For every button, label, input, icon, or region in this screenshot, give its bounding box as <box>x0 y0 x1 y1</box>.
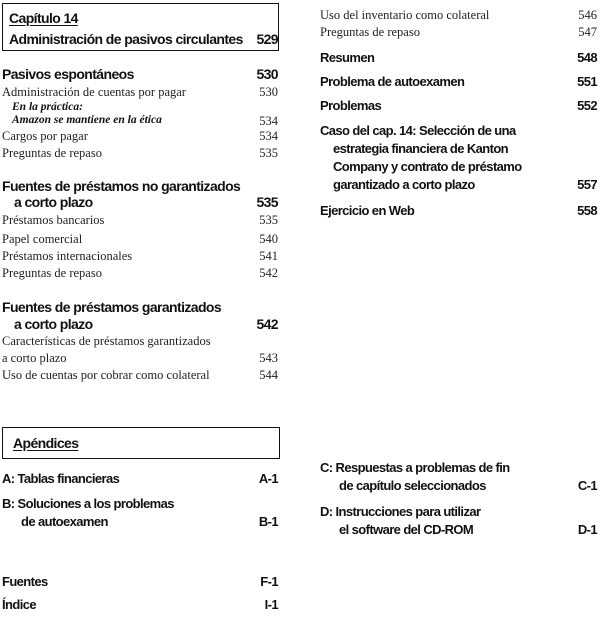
toc-entry[interactable]: Préstamos internacionales <box>2 249 133 263</box>
fuentes-entry[interactable]: Fuentes <box>2 574 48 589</box>
appendix-page: D-1 <box>577 522 597 537</box>
section-title[interactable]: Pasivos espontáneos <box>2 66 134 82</box>
toc-entry[interactable]: Preguntas de repaso <box>2 146 102 160</box>
section-page: 557 <box>577 177 597 192</box>
toc-entry[interactable]: Cargos por pagar <box>2 129 88 143</box>
toc-entry-box-title[interactable]: Amazon se mantiene en la ética <box>12 114 162 126</box>
toc-entry-box-label[interactable]: En la práctica: <box>12 101 83 113</box>
section-title-cont[interactable]: a corto plazo <box>14 194 93 210</box>
toc-page: 534 <box>259 129 278 143</box>
appendices-heading: Apéndices <box>13 435 79 451</box>
section-title[interactable]: Resumen <box>320 50 375 65</box>
appendix-page: A-1 <box>258 471 278 486</box>
toc-entry[interactable]: Preguntas de repaso <box>320 25 420 39</box>
indice-entry[interactable]: Índice <box>2 597 36 612</box>
section-page: 551 <box>577 74 597 89</box>
appendix-page: B-1 <box>258 514 278 529</box>
appendix-b[interactable]: B: Soluciones a los problemas <box>2 496 174 511</box>
toc-page: 530 <box>259 85 278 99</box>
toc-entry[interactable]: Administración de cuentas por pagar <box>2 85 186 99</box>
toc-page: 547 <box>578 25 597 39</box>
section-title[interactable]: Fuentes de préstamos garantizados <box>2 299 222 315</box>
section-page: 535 <box>256 194 278 210</box>
indice-page: I-1 <box>264 597 278 612</box>
appendix-c-cont[interactable]: de capítulo seleccionados <box>339 478 486 493</box>
section-title[interactable]: Problema de autoexamen <box>320 74 465 89</box>
toc-page: 546 <box>578 8 597 22</box>
toc-entry[interactable]: Préstamos bancarios <box>2 213 105 227</box>
toc-page: 535 <box>259 146 278 160</box>
toc-page: 535 <box>259 213 278 227</box>
toc-page: 534 <box>259 114 278 128</box>
section-page: 548 <box>577 50 597 65</box>
appendix-d-cont[interactable]: el software del CD-ROM <box>339 522 474 537</box>
section-title[interactable]: Problemas <box>320 98 382 113</box>
appendix-page: C-1 <box>577 478 597 493</box>
toc-page: 541 <box>259 249 278 263</box>
case-title-cont[interactable]: Company y contrato de préstamo <box>333 159 522 174</box>
toc-entry[interactable]: Características de préstamos garantizados <box>2 334 211 348</box>
toc-entry[interactable]: Uso de cuentas por cobrar como colateral <box>2 368 210 382</box>
appendix-d[interactable]: D: Instrucciones para utilizar <box>320 504 481 519</box>
chapter-title[interactable]: Administración de pasivos circulantes <box>9 31 243 47</box>
case-title-cont[interactable]: garantizado a corto plazo <box>333 177 475 192</box>
case-title-cont[interactable]: estrategia financiera de Kanton <box>333 141 509 156</box>
toc-entry[interactable]: Papel comercial <box>2 232 83 246</box>
appendix-c[interactable]: C: Respuestas a problemas de fin <box>320 460 510 475</box>
toc-entry-cont[interactable]: a corto plazo <box>2 351 67 365</box>
fuentes-page: F-1 <box>260 574 278 589</box>
toc-page: 540 <box>259 232 278 246</box>
section-title[interactable]: Ejercicio en Web <box>320 203 415 218</box>
section-title-cont[interactable]: a corto plazo <box>14 316 93 332</box>
toc-entry[interactable]: Uso del inventario como colateral <box>320 8 490 22</box>
section-page: 542 <box>256 316 278 332</box>
toc-page: 544 <box>259 368 278 382</box>
appendix-a[interactable]: A: Tablas financieras <box>2 471 120 486</box>
section-page: 530 <box>256 66 278 82</box>
toc-page: 543 <box>259 351 278 365</box>
chapter-page: 529 <box>256 31 278 47</box>
case-title[interactable]: Caso del cap. 14: Selección de una <box>320 123 516 138</box>
toc-entry[interactable]: Preguntas de repaso <box>2 266 102 280</box>
section-page: 552 <box>577 98 597 113</box>
appendix-b-cont[interactable]: de autoexamen <box>21 514 108 529</box>
section-page: 558 <box>577 203 597 218</box>
chapter-label: Capítulo 14 <box>9 10 78 26</box>
toc-page: 542 <box>259 266 278 280</box>
section-title[interactable]: Fuentes de préstamos no garantizados <box>2 178 241 194</box>
